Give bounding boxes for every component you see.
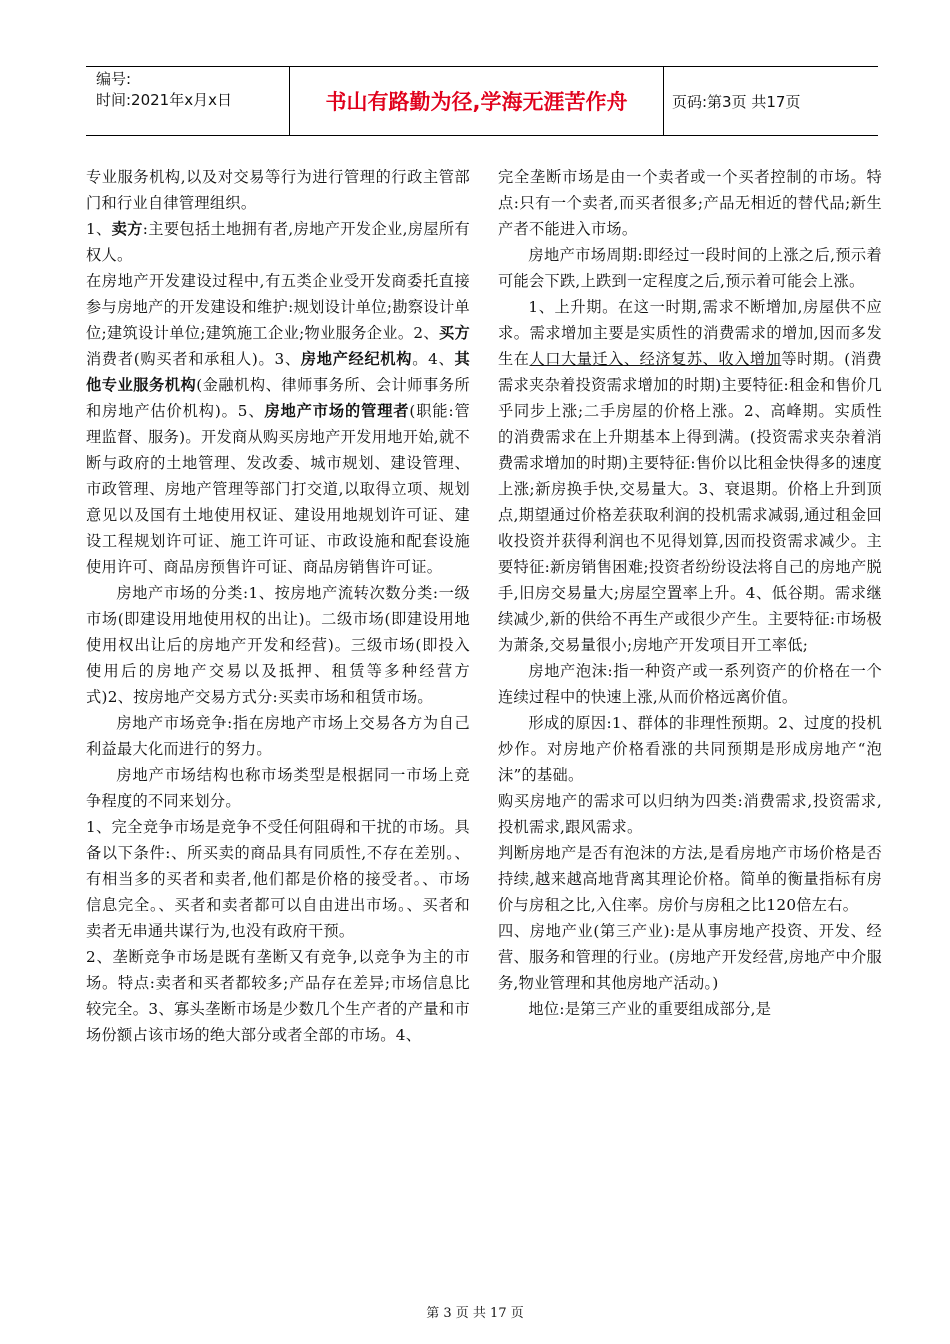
bold-term: 其他专业服务机构 [86, 350, 470, 394]
header-meta [86, 67, 290, 135]
bold-term: 卖方 [111, 220, 143, 238]
paragraph: 地位:是第三产业的重要组成部分,是 [528, 1000, 772, 1018]
paragraph: 四、房地产业(第三产业):是从事房地产投资、开发、经营、服务和管理的行业。(房地产开发经营,房地产中介服务,物业管理和其他房地产活动。) [498, 922, 882, 992]
left-column [86, 164, 470, 1048]
paragraph: 专业服务机构,以及对交易等行为进行管理的行政主管部门和行业自律管理组织。 [86, 168, 470, 212]
underlined-phrase: 人口大量迁入、经济复苏、收入增加 [529, 350, 782, 368]
paragraph: 购买房地产的需求可以归纳为四类:消费需求,投资需求,投机需求,跟风需求。 [498, 792, 882, 836]
header-date: 时间:2021年x月x日 [96, 91, 232, 109]
paragraph: 在房地产开发建设过程中,有五类企业受开发商委托直接参与房地产的开发建设和维护:规划设计单位;勘察设计单位;建筑设计单位;建筑施工企业;物业服务企业。2、买方消费者(购买者和承租人)。3、房地产经纪机构。4、其他专业服务机构(金融机构、律师事务所、会计师事务所和房地产估价机构)。5、房地产市场的管理者(职能:管理监督、服务)。开发商从购买房地产开发用地开始,就不断与政府的土地管理、发改委、城市规划、建设管理、市政管理、房地产管理等部门打交道,以取得立项、规划意见以及国有土地使用权证、建设用地规划许可证、建设工程规划许可证、施工许可证、市政设施和配套设施使用许可、商品房预售许可证、商品房销售许可证。 [86, 272, 470, 576]
paragraph: 完全垄断市场是由一个卖者或一个买者控制的市场。特点:只有一个卖者,而买者很多;产品无相近的替代品;新生产者不能进入市场。 [498, 168, 882, 238]
paragraph: 形成的原因:1、群体的非理性预期。2、过度的投机炒作。对房地产价格看涨的共同预期是形成房地产“泡沫”的基础。 [498, 714, 882, 784]
page-header [86, 66, 878, 136]
paragraph: 1、卖方:主要包括土地拥有者,房地产开发企业,房屋所有权人。 [86, 220, 470, 264]
bold-term: 房地产市场的管理者 [264, 402, 410, 420]
paragraph: 房地产市场结构也称市场类型是根据同一市场上竞争程度的不同来划分。 [86, 766, 470, 810]
right-column [498, 164, 882, 1022]
paragraph: 房地产泡沫:指一种资产或一系列资产的价格在一个连续过程中的快速上涨,从而价格远离价值。 [498, 662, 882, 706]
bold-term: 买方 [438, 324, 470, 342]
paragraph: 1、完全竞争市场是竞争不受任何阻碍和干扰的市场。具备以下条件:、所买卖的商品具有同质性,不存在差别。、有相当多的买者和卖者,他们都是价格的接受者。、市场信息完全。、买者和卖者都可以自由进出市场。、买者和卖者无串通共谋行为,也没有政府干预。 [86, 818, 470, 940]
bold-term: 房地产经纪机构 [300, 350, 413, 368]
paragraph: 判断房地产是否有泡沫的方法,是看房地产市场价格是否持续,越来越高地背离其理论价格。简单的衡量指标有房价与房租之比,入住率。房价与房租之比120倍左右。 [498, 844, 882, 914]
paragraph: 房地产市场周期:即经过一段时间的上涨之后,预示着可能会下跌,上跌到一定程度之后,预示着可能会上涨。 [498, 246, 882, 290]
page-footer: 第 3 页 共 17 页 [426, 1306, 524, 1321]
paragraph: 房地产市场的分类:1、按房地产流转次数分类:一级市场(即建设用地使用权的出让)。二级市场(即建设用地使用权出让后的房地产开发和经营)。三级市场(即投入使用后的房地产交易以及抵押、租赁等多种经营方式)2、按房地产交易方式分:买卖市场和租赁市场。 [86, 584, 470, 706]
paragraph: 2、垄断竞争市场是既有垄断又有竞争,以竞争为主的市场。特点:卖者和买者都较多;产品存在差异;市场信息比较完全。3、寡头垄断市场是少数几个生产者的产量和市场份额占该市场的绝大部分或者全部的市场。4、 [86, 948, 470, 1044]
paragraph: 房地产市场竞争:指在房地产市场上交易各方为自己利益最大化而进行的努力。 [86, 714, 470, 758]
paragraph: 1、上升期。在这一时期,需求不断增加,房屋供不应求。需求增加主要是实质性的消费需求的增加,因而多发生在人口大量迁入、经济复苏、收入增加等时期。(消费需求夹杂着投资需求增加的时期)主要特征:租金和售价几乎同步上涨;二手房屋的价格上涨。2、高峰期。实质性的消费需求在上升期基本上得到满。(投资需求夹杂着消费需求增加的时期)主要特征:售价以比租金快得多的速度上涨;新房换手快,交易量大。3、衰退期。价格上升到顶点,期望通过价格差获取利润的投机需求减弱,通过租金回收投资并获得利润也不见得划算,因而投资需求减少。主要特征:新房销售困难;投资者纷纷设法将自己的房地产脱手,旧房交易量大;房屋空置率上升。4、低谷期。需求继续减少,新的供给不再生产或很少产生。主要特征:市场极为萧条,交易量很小;房地产开发项目开工率低; [498, 298, 882, 654]
header-number: 编号: [96, 70, 132, 88]
header-page-number: 页码:第3页 共17页 [672, 92, 801, 111]
header-motto: 书山有路勤为径,学海无涯苦作舟 [290, 67, 664, 135]
